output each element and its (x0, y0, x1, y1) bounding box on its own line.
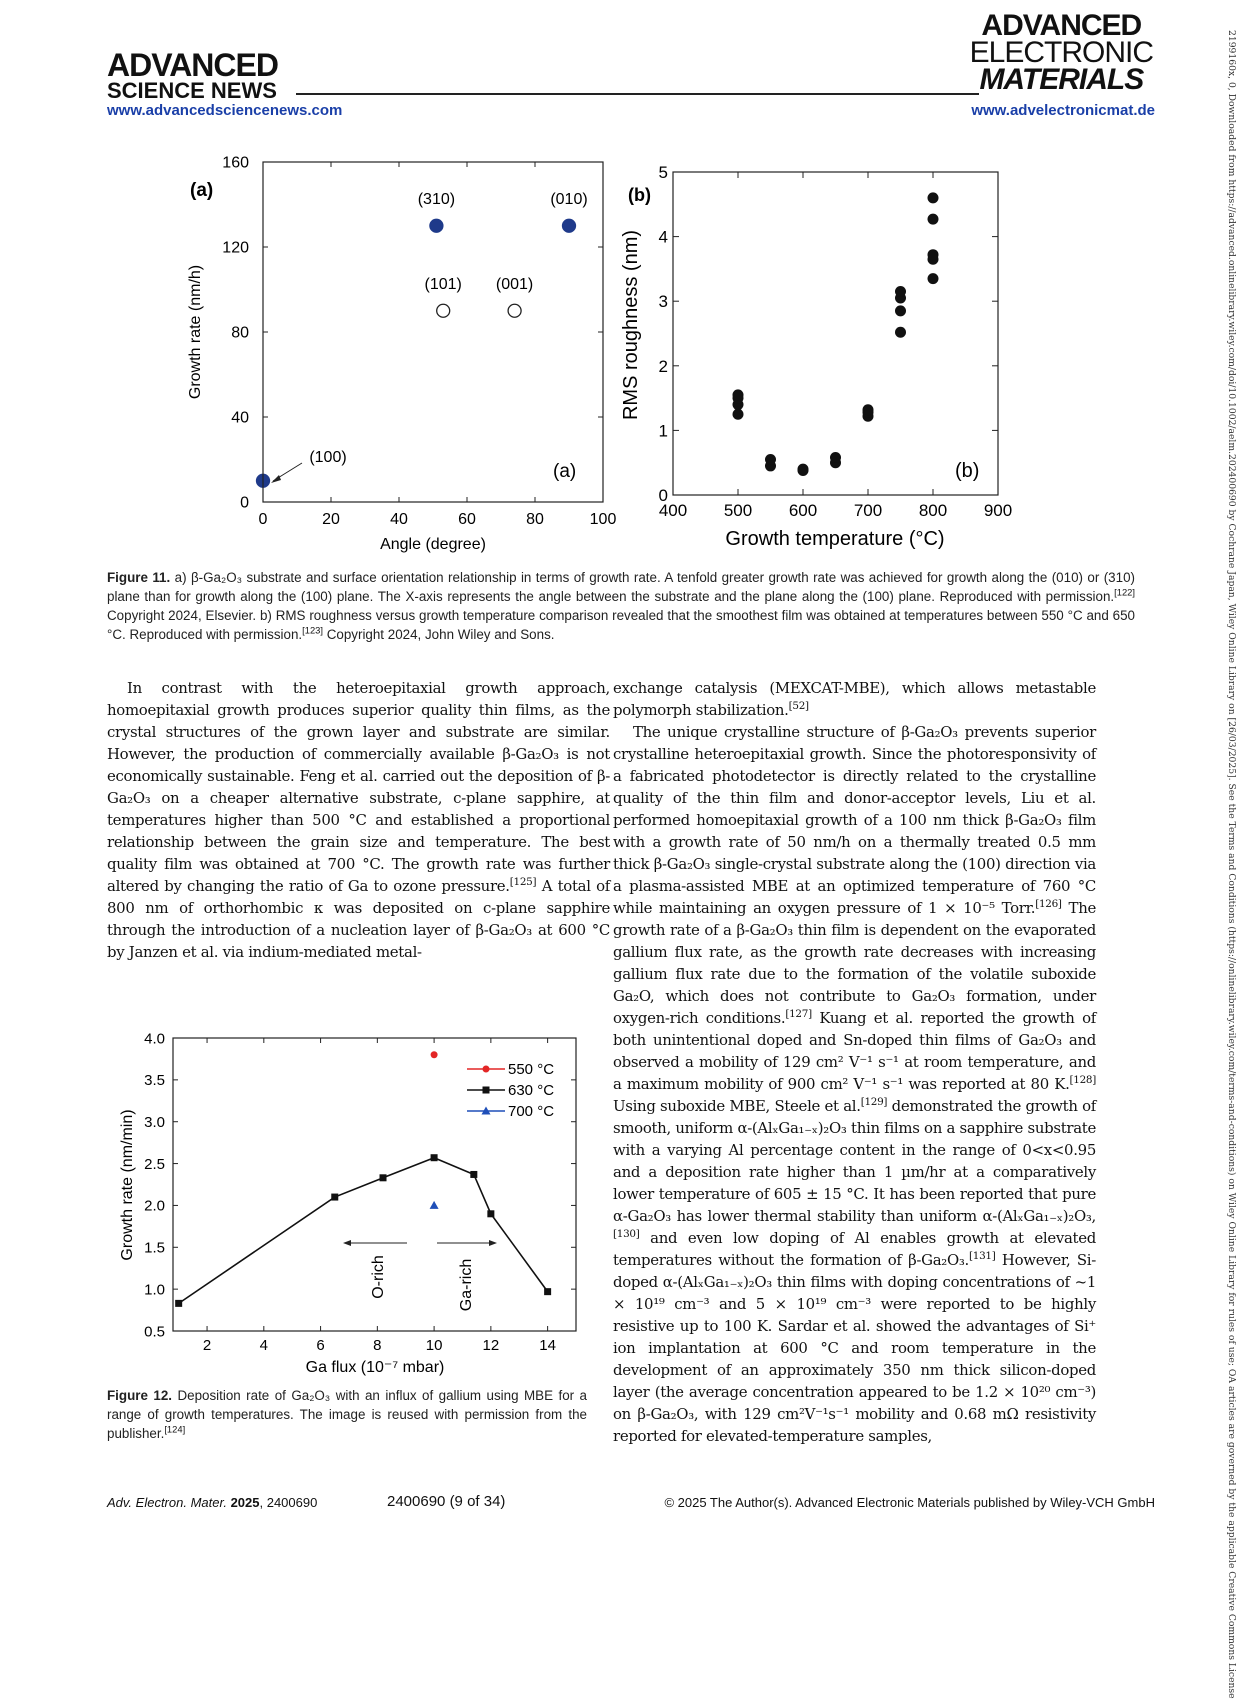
publisher-url-link[interactable]: www.advancedsciencenews.com (107, 102, 343, 119)
y-tick-label: 160 (222, 154, 249, 172)
x-tick-label: 700 (853, 501, 883, 520)
data-point (508, 304, 521, 317)
y-tick-label: 1.0 (144, 1281, 165, 1299)
legend-label: 700 °C (508, 1103, 555, 1120)
y-tick-label: 0 (240, 494, 249, 512)
point-label: (100) (309, 448, 347, 466)
data-point (798, 464, 809, 475)
paragraph-text: The growth rate of a β-Ga₂O₃ thin film is dependent on the evaporated gallium flux rate, as the growth rate decreases with increasing gallium flux rate due to the formation of the volatile suboxide Ga₂O, which does not contribute to Ga₂O₃ formation, under oxygen-rich conditions. (613, 899, 1096, 1027)
y-axis-label: RMS roughness (nm) (620, 229, 642, 421)
x-tick-label: 80 (526, 511, 544, 528)
x-tick-label: 60 (458, 511, 476, 528)
y-tick-label: 120 (222, 239, 249, 257)
data-point (430, 219, 443, 232)
ga-rich-label: Ga-rich (458, 1258, 475, 1312)
x-tick-label: 20 (322, 511, 340, 528)
footer-article: , 2400690 (259, 1495, 318, 1510)
header-rule (296, 93, 979, 95)
data-point (733, 409, 744, 420)
data-point (830, 452, 841, 463)
journal-logo-line1: ADVANCED (981, 9, 1142, 42)
y-axis-label: Growth rate (nm/h) (187, 264, 204, 400)
point-label: (101) (424, 275, 462, 293)
figure-11-caption (107, 568, 1135, 644)
paragraph (613, 721, 1096, 1447)
data-point (895, 286, 906, 297)
reference-link[interactable]: [123] (302, 625, 323, 636)
y-tick-label: 3.5 (144, 1072, 165, 1090)
panel-label: (b) (628, 185, 651, 205)
legend-marker (483, 1066, 490, 1073)
y-tick-label: 2.5 (144, 1155, 165, 1173)
data-point (431, 1154, 438, 1161)
reference-link[interactable]: [128] (1069, 1074, 1096, 1087)
x-tick-label: 6 (316, 1337, 325, 1354)
data-point (380, 1174, 387, 1181)
data-point (487, 1210, 494, 1217)
reference-link[interactable]: [130] (613, 1228, 640, 1241)
y-tick-label: 3 (658, 292, 668, 312)
o-rich-arrowhead (343, 1240, 351, 1246)
point-label: (310) (417, 190, 456, 208)
caption-text: Copyright 2024, Elsevier. b) RMS roughness versus growth temperature comparison revealed that the smoothest film was obtained at temperatures between 550 °C and 650 °C. Reproduced with permission. (107, 608, 1135, 642)
paragraph-text: The unique crystalline structure of β-Ga₂O₃ prevents superior crystalline heteroepitaxial growth. Since the photoresponsivity of a fabricated photodetector is directly related to the crystalline quality of the thin film and donor-acceptor levels, Liu et al. performed homoepitaxial growth of a 100 nm thick β-Ga₂O₃ film with a growth rate of 50 nm/h on a thermally treated 0.5 mm thick β-Ga₂O₃ single-crystal substrate along the (100) direction via a plasma-assisted MBE at an optimized temperature of 760 °C while maintaining an oxygen pressure of 1 × 10⁻⁵ Torr. (613, 723, 1096, 917)
data-point (733, 389, 744, 400)
reference-link[interactable]: [125] (509, 876, 537, 889)
legend-label: 630 °C (508, 1082, 555, 1099)
publisher-logo-line1: ADVANCED (107, 47, 278, 83)
footer-citation (107, 1495, 317, 1510)
paragraph-text: Using suboxide MBE, Steele et al. (613, 1097, 861, 1115)
data-point (470, 1171, 477, 1178)
figure-12-chart (107, 1025, 597, 1385)
x-tick-label: 2 (202, 1337, 212, 1354)
y-tick-label: 0 (658, 485, 668, 505)
data-point (430, 1201, 439, 1209)
x-tick-label: 0 (258, 511, 268, 528)
y-tick-label: 40 (231, 409, 249, 427)
x-axis-label: Ga flux (10⁻⁷ mbar) (305, 1359, 445, 1376)
page-footer (107, 1495, 1155, 1515)
paragraph (107, 677, 610, 963)
caption-label: Figure 11. (107, 570, 171, 585)
reference-link[interactable]: [127] (785, 1008, 812, 1021)
x-tick-label: 4 (259, 1337, 268, 1354)
paragraph (613, 677, 1096, 721)
reference-link[interactable]: [126] (1035, 898, 1062, 911)
footer-copyright: © 2025 The Author(s). Advanced Electronic Materials published by Wiley-VCH GmbH (664, 1495, 1155, 1510)
journal-url-link[interactable]: www.advelectronicmat.de (971, 102, 1155, 119)
data-point (437, 304, 450, 317)
x-tick-label: 12 (482, 1337, 500, 1354)
publisher-logo (107, 47, 278, 103)
x-tick-label: 14 (539, 1337, 556, 1354)
y-tick-label: 1.5 (144, 1239, 165, 1257)
body-column-right (613, 677, 1096, 1447)
data-point (928, 273, 939, 284)
y-tick-label: 80 (231, 324, 249, 342)
y-tick-label: 5 (658, 162, 668, 182)
reference-link[interactable]: [129] (860, 1096, 888, 1109)
figure-12-caption (107, 1386, 587, 1443)
panel-label-corner: (b) (955, 460, 980, 482)
x-axis-label: Angle (degree) (380, 536, 486, 553)
point-label: (010) (550, 190, 588, 208)
caption-label: Figure 12. (107, 1388, 172, 1403)
reference-link[interactable]: [131] (968, 1250, 996, 1263)
reference-link[interactable]: [52] (788, 700, 809, 713)
footer-year: 2025 (230, 1495, 260, 1510)
point-label: (001) (495, 275, 534, 293)
y-tick-label: 4 (658, 227, 668, 247)
caption-text: a) β-Ga₂O₃ substrate and surface orientation relationship in terms of growth rate. A tenfold greater growth rate was achieved for growth along the (010) or (310) plane than for growth along the (100) plane. The X-axis represents the angle between the substrate and the plane along the (100) plane. Reproduced with permission. (107, 570, 1135, 604)
y-tick-label: 2 (658, 356, 668, 376)
paragraph-text: However, Si-doped α-(AlₓGa₁₋ₓ)₂O₃ thin films with doping concentrations of ~1 × 10¹⁹ cm⁻³ and 5 × 10¹⁹ cm⁻³ were reported to be highly resistive up to 100 K. Sardar et al. showed the advantages of Si⁺ ion implantation at 600 °C and room temperature in the development of an approximately 350 nm thick silicon-doped layer (the average concentration appeared to be 1.2 × 10²⁰ cm⁻³) on β-Ga₂O₃, with 129 cm²V⁻¹s⁻¹ mobility and 0.68 mΩ resistivity reported for elevated-temperature samples, (613, 1251, 1096, 1445)
o-rich-label: O-rich (370, 1255, 387, 1299)
paragraph-text: demonstrated the growth of smooth, uniform α-(AlₓGa₁₋ₓ)₂O₃ thin films on a sapphire substrate with a varying Al percentage content in the range of 0<x<0.95 and a deposition rate higher than 1 µm/hr at a comparatively lower temperature of 605 ± 15 °C. It has been reported that pure α-Ga₂O₃ has lower thermal stability than uniform α-(AlₓGa₁₋ₓ)₂O₃, (613, 1097, 1096, 1225)
paragraph-text: In contrast with the heteroepitaxial growth approach, homoepitaxial growth produces superior quality thin films, as the crystal structures of the grown layer and substrate are similar. However, the production of commercially available β-Ga₂O₃ is not economically sustainable. Feng et al. carried out the deposition of β-Ga₂O₃ on a cheaper alternative substrate, c-plane sapphire, at temperatures higher than 500 °C and established a proportional relationship between the grain size and temperature. The best quality film was obtained at 700 °C. The growth rate was further altered by changing the ratio of Ga to ozone pressure. (107, 679, 610, 895)
figure-11b-chart (610, 155, 1030, 555)
figure-11a-chart (160, 150, 630, 560)
legend-label: 550 °C (508, 1061, 555, 1078)
download-notice: 2199160x, 0, Downloaded from https://advanced.onlinelibrary.wiley.com/doi/10.1002/aelm.202400690 by Cochrane Japan, Wiley Online Library on [26/03/2025]. See the Terms and Conditions (https://onlinelibrary.wiley.com/terms-and-conditions) on Wiley Online Library for rules of use; OA articles are governed by the applicable Creative Commons License (1226, 30, 1237, 1699)
x-tick-label: 600 (788, 501, 818, 520)
paragraph-text: exchange catalysis (MEXCAT-MBE), which allows metastable polymorph stabilization. (613, 679, 1096, 719)
journal-logo-line3: MATERIALS (979, 63, 1144, 96)
y-tick-label: 2.0 (144, 1197, 165, 1215)
x-tick-label: 500 (723, 501, 753, 520)
data-point (863, 404, 874, 415)
series-line (179, 1158, 548, 1304)
x-tick-label: 800 (918, 501, 948, 520)
data-point (895, 305, 906, 316)
data-point (544, 1288, 551, 1295)
annotation-arrowhead (271, 475, 281, 483)
data-point (928, 249, 939, 260)
footer-journal: Adv. Electron. Mater. (107, 1495, 227, 1510)
journal-logo (969, 9, 1153, 96)
y-tick-label: 0.5 (144, 1323, 165, 1341)
x-tick-label: 900 (983, 501, 1013, 520)
panel-label: (a) (190, 180, 214, 201)
data-point (431, 1051, 438, 1058)
y-tick-label: 3.0 (144, 1113, 165, 1131)
publisher-logo-line2: SCIENCE NEWS (107, 78, 277, 103)
data-point (928, 214, 939, 225)
x-tick-label: 40 (390, 511, 408, 528)
caption-text: Copyright 2024, John Wiley and Sons. (323, 627, 555, 642)
paragraph-text: Kuang et al. reported the growth of both unintentional doped and Sn-doped thin films of Ga₂O₃ and observed a mobility of 129 cm² V⁻¹ s⁻¹ at room temperature, and a maximum mobility of 900 cm² V⁻¹ s⁻¹ was reported at 80 K. (613, 1009, 1096, 1093)
y-tick-label: 4.0 (144, 1030, 165, 1048)
ga-rich-arrowhead (489, 1240, 497, 1246)
data-point (895, 327, 906, 338)
data-point (765, 454, 776, 465)
data-point (563, 219, 576, 232)
x-tick-label: 10 (425, 1337, 443, 1354)
x-tick-label: 100 (589, 511, 617, 528)
paragraph-text: A total of 800 nm of orthorhombic κ was deposited on c-plane sapphire through the introduction of a nucleation layer of β-Ga₂O₃ at 600 °C by Janzen et al. via indium-mediated metal- (107, 877, 611, 961)
caption-text: Deposition rate of Ga₂O₃ with an influx of gallium using MBE for a range of growth temperatures. The image is reused with permission from the publisher. (107, 1388, 587, 1441)
reference-link[interactable]: [124] (164, 1424, 186, 1435)
plot-frame (673, 172, 998, 495)
panel-label-corner: (a) (553, 461, 577, 482)
x-tick-label: 400 (658, 501, 688, 520)
journal-logo-line2: ELECTRONIC (969, 36, 1153, 69)
legend-marker (483, 1087, 490, 1094)
reference-link[interactable]: [122] (1114, 587, 1135, 598)
data-point (331, 1194, 338, 1201)
y-axis-label: Growth rate (nm/min) (119, 1109, 136, 1261)
paragraph-text: and even low doping of Al enables growth at elevated temperatures without the formation of β-Ga₂O₃. (613, 1229, 1096, 1269)
data-point (928, 192, 939, 203)
x-axis-label: Growth temperature (°C) (725, 528, 945, 550)
body-column-left (107, 677, 610, 963)
footer-page-number: 2400690 (9 of 34) (387, 1493, 506, 1510)
data-point (175, 1300, 182, 1307)
y-tick-label: 1 (658, 421, 668, 441)
x-tick-label: 8 (373, 1337, 382, 1354)
